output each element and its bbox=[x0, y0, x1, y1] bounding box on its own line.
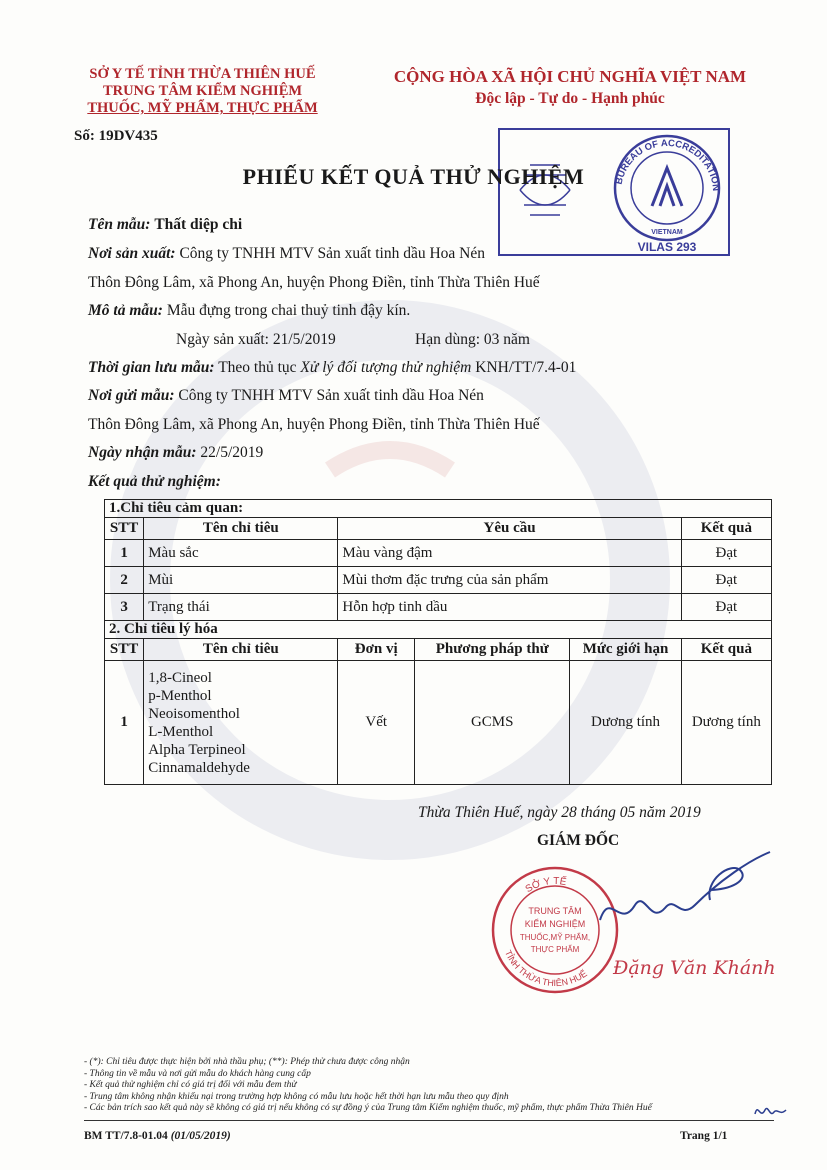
results-label bbox=[88, 473, 221, 491]
mfg-date: Ngày sản xuất: 21/5/2019 bbox=[176, 331, 336, 348]
footer-divider bbox=[84, 1120, 774, 1121]
row-name: Màu sắc bbox=[144, 540, 338, 567]
analyte: Cinnamaldehyde bbox=[148, 759, 250, 776]
sample-name: Thất diệp chi bbox=[154, 216, 243, 233]
header-stt: STT bbox=[105, 518, 144, 540]
analyte: p-Menthol bbox=[148, 687, 212, 704]
row-stt: 3 bbox=[105, 594, 144, 621]
row-result: Đạt bbox=[681, 567, 771, 594]
table-row bbox=[105, 594, 772, 621]
signer-role: GIÁM ĐỐC bbox=[537, 832, 620, 849]
storage-label: Thời gian lưu mẫu: bbox=[88, 359, 215, 376]
sensory-section-row bbox=[105, 500, 772, 518]
received-line bbox=[88, 444, 263, 462]
header-result: Kết quả bbox=[681, 518, 771, 540]
sender-line bbox=[88, 387, 484, 405]
header-name: Tên chỉ tiêu bbox=[144, 518, 338, 540]
analyte: Alpha Terpineol bbox=[148, 741, 246, 758]
storage-prefix: Theo thủ tục bbox=[218, 359, 297, 376]
physchem-section-row bbox=[105, 621, 772, 639]
storage-code: KNH/TT/7.4-01 bbox=[475, 359, 577, 376]
form-date: (01/05/2019) bbox=[170, 1130, 231, 1142]
physchem-header-row bbox=[105, 639, 772, 661]
header-name: Tên chỉ tiêu bbox=[144, 639, 338, 661]
table-row bbox=[105, 540, 772, 567]
description-line bbox=[88, 302, 410, 320]
physchem-section-title: 2. Chỉ tiêu lý hóa bbox=[105, 621, 772, 639]
footer-note: - Kết quả thử nghiệm chỉ có giá trị đối với mẫu đem thử bbox=[84, 1080, 297, 1090]
storage-line bbox=[88, 359, 576, 377]
analyte: Neoisomenthol bbox=[148, 705, 240, 722]
form-code-value: BM TT/7.8-01.04 bbox=[84, 1130, 168, 1142]
footer-note: - Các bản trích sao kết quả này sẽ không có giá trị nếu không có sự đồng ý của Trung tâm Kiểm nghiệm thuốc, mỹ phẩm, thực phẩm Thừa Thiên Huế bbox=[84, 1103, 652, 1113]
header-limit: Mức giới hạn bbox=[570, 639, 681, 661]
sender-address: Thôn Đông Lâm, xã Phong An, huyện Phong Điền, tỉnh Thừa Thiên Huế bbox=[88, 416, 540, 433]
header-method: Phương pháp thử bbox=[415, 639, 570, 661]
document-number: Số: 19DV435 bbox=[74, 128, 158, 144]
row-stt: 2 bbox=[105, 567, 144, 594]
producer: Công ty TNHH MTV Sản xuất tinh dầu Hoa Nén bbox=[179, 245, 485, 262]
signer-name: Đặng Văn Khánh bbox=[613, 957, 776, 979]
org-line-2: TRUNG TÂM KIỂM NGHIỆM bbox=[102, 83, 303, 99]
analyte-list bbox=[144, 661, 338, 785]
organization-header bbox=[70, 66, 335, 117]
row-name: Trạng thái bbox=[144, 594, 338, 621]
sample-name-label: Tên mẫu: bbox=[88, 216, 151, 233]
national-header bbox=[360, 66, 780, 110]
sender-label: Nơi gửi mẫu: bbox=[88, 387, 175, 404]
seal-line-4: THỰC PHẨM bbox=[530, 945, 580, 954]
accreditation-code: VILAS 293 bbox=[637, 240, 697, 254]
table-row bbox=[105, 661, 772, 785]
producer-label: Nơi sản xuất: bbox=[88, 245, 176, 262]
row-stt: 1 bbox=[105, 661, 144, 785]
storage-procedure: Xử lý đối tượng thử nghiệm bbox=[300, 359, 472, 376]
received-label: Ngày nhận mẫu: bbox=[88, 444, 197, 461]
footer-note: - (*): Chỉ tiêu được thực hiện bởi nhà thầu phụ; (**): Phép thử chưa được công nhận bbox=[84, 1057, 410, 1067]
footer-notes bbox=[84, 1057, 652, 1115]
row-requirement: Hỗn hợp tinh dầu bbox=[338, 594, 681, 621]
header-stt: STT bbox=[105, 639, 144, 661]
row-stt: 1 bbox=[105, 540, 144, 567]
description-label: Mô tả mẫu: bbox=[88, 302, 163, 319]
footer-note: - Thông tin về mẫu và nơi gửi mẫu do khách hàng cung cấp bbox=[84, 1068, 311, 1079]
svg-text:SỞ Y TẾ bbox=[524, 874, 568, 895]
form-code bbox=[84, 1130, 231, 1142]
header-requirement: Yêu cầu bbox=[338, 518, 681, 540]
signature-scribble-icon bbox=[580, 850, 780, 950]
table-row bbox=[105, 567, 772, 594]
accreditation-logo-icon bbox=[500, 130, 728, 254]
accreditation-country: VIETNAM bbox=[651, 229, 683, 236]
header-unit: Đơn vị bbox=[338, 639, 415, 661]
sender: Công ty TNHH MTV Sản xuất tinh dầu Hoa Nén bbox=[178, 387, 484, 404]
national-motto: Độc lập - Tự do - Hạnh phúc bbox=[475, 90, 665, 107]
header-result: Kết quả bbox=[681, 639, 771, 661]
description: Mẫu đựng trong chai thuỷ tinh đậy kín. bbox=[166, 302, 411, 319]
seal-bottom-text: TỈNH THỪA THIÊN HUẾ bbox=[502, 948, 589, 989]
place-date: Thừa Thiên Huế, ngày 28 tháng 05 năm 2019 bbox=[418, 804, 701, 821]
seal-line-1: TRUNG TÂM bbox=[528, 906, 582, 916]
results-table bbox=[104, 499, 772, 785]
row-method: GCMS bbox=[415, 661, 570, 785]
row-requirement: Màu vàng đậm bbox=[338, 540, 681, 567]
producer-address: Thôn Đông Lâm, xã Phong An, huyện Phong Điền, tỉnh Thừa Thiên Huế bbox=[88, 274, 540, 291]
seal-top-text: SỞ Y TẾ bbox=[523, 875, 568, 896]
expiry: Hạn dùng: 03 năm bbox=[415, 331, 530, 348]
seal-line-3: THUỐC,MỸ PHẨM, bbox=[519, 933, 591, 942]
footer-note: - Trung tâm không nhận khiếu nại trong trường hợp không có mẫu lưu hoặc hết thời hạn lưu mẫu theo quy định bbox=[84, 1091, 509, 1102]
sample-name-line bbox=[88, 216, 242, 234]
producer-line bbox=[88, 245, 485, 263]
row-limit: Dương tính bbox=[570, 661, 681, 785]
seal-line-2: KIỂM NGHIỆM bbox=[524, 919, 586, 929]
row-name: Mùi bbox=[144, 567, 338, 594]
row-result: Đạt bbox=[681, 540, 771, 567]
row-requirement: Mùi thơm đặc trưng của sản phẩm bbox=[338, 567, 681, 594]
results-heading: Kết quả thử nghiệm: bbox=[88, 473, 221, 490]
page-title: PHIẾU KẾT QUẢ THỬ NGHIỆM bbox=[242, 164, 585, 189]
sensory-section-title: 1.Chỉ tiêu cảm quan: bbox=[105, 500, 772, 518]
nation-title: CỘNG HÒA XÃ HỘI CHỦ NGHĨA VIỆT NAM bbox=[393, 67, 747, 86]
row-unit: Vết bbox=[338, 661, 415, 785]
accreditation-ring-text: BUREAU OF ACCREDITATION bbox=[613, 137, 722, 192]
row-result: Dương tính bbox=[681, 661, 771, 785]
org-line-3: THUỐC, MỸ PHẨM, THỰC PHẨM bbox=[87, 100, 318, 116]
sensory-header-row bbox=[105, 518, 772, 540]
received-date: 22/5/2019 bbox=[200, 444, 264, 461]
analyte: L-Menthol bbox=[148, 723, 214, 740]
accreditation-stamp bbox=[498, 128, 730, 256]
analyte: 1,8-Cineol bbox=[148, 669, 212, 686]
row-result: Đạt bbox=[681, 594, 771, 621]
org-line-1: SỞ Y TẾ TỈNH THỪA THIÊN HUẾ bbox=[89, 66, 316, 82]
page-number: Trang 1/1 bbox=[680, 1130, 728, 1142]
